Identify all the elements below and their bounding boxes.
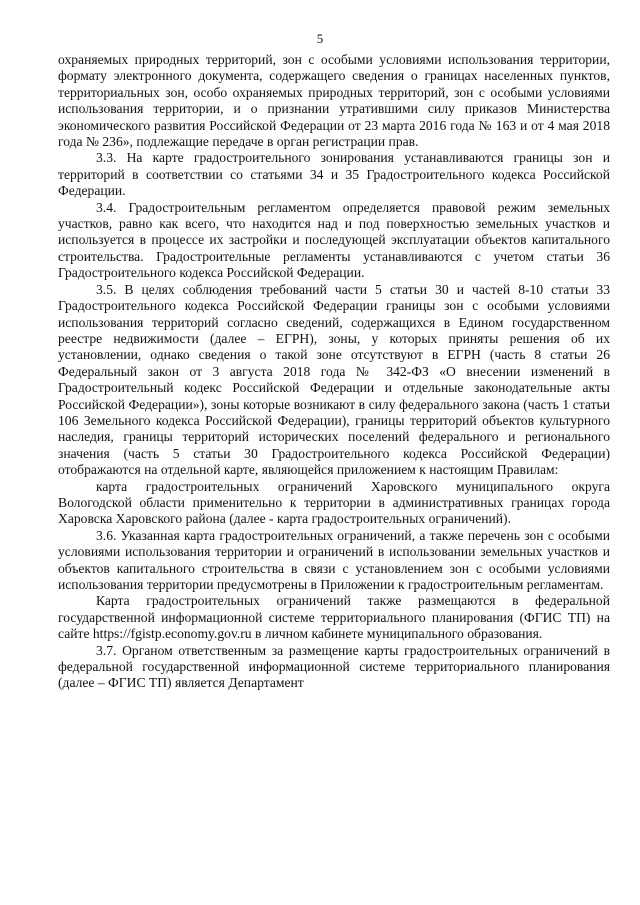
- paragraph-3-7: 3.7. Органом ответственным за размещение карты градостроительных ограничений в федеральной государственной информационной системе территориального планирования (далее – ФГИС ТП) является Департамент: [58, 642, 610, 691]
- paragraph-continuation: охраняемых природных территорий, зон с особыми условиями использования территории, формату электронного документа, содержащего сведения о границах населенных пунктов, территориальных зон, особо охраняемых природных территорий, зон с особыми условиями использования территории, и о признании утратившими силу приказов Министерства экономического развития Российской Федерации от 23 марта 2016 года № 163 и от 4 мая 2018 года № 236», подлежащие передаче в орган регистрации прав.: [58, 52, 610, 150]
- paragraph-3-3: 3.3. На карте градостроительного зонирования устанавливаются границы зон и территорий в соответствии со статьями 34 и 35 Градостроительного кодекса Российской Федерации.: [58, 150, 610, 199]
- paragraph-3-5: 3.5. В целях соблюдения требований части 5 статьи 30 и частей 8-10 статьи 33 Градостроительного кодекса Российской Федерации границы зон с особыми условиями использования территорий согласно сведений, содержащихся в Едином государственном реестре недвижимости (далее – ЕГРН), зоны, у которых приняты решения об их установлении, однако сведения о такой зоне отсутствуют в ЕГРН (часть 8 статьи 26 Федеральный закон от 3 августа 2018 года № 342-ФЗ «О внесении изменений в Градостроительный кодекс Российской Федерации и отдельные законодательные акты Российской Федерации»), зоны которые возникают в силу федерального закона (часть 1 статьи 106 Земельного кодекса Российской Федерации), границы территорий объектов культурного наследия, границы территорий исторических поселений федерального и регионального значения (часть 5 статьи 30 Градостроительного кодекса Российской Федерации) отображаются на отдельной карте, являющейся приложением к настоящим Правилам:: [58, 281, 610, 478]
- paragraph-3-6-map-placement: Карта градостроительных ограничений также размещаются в федеральной государственной информационной системе территориального планирования (ФГИС ТП) на сайте https://fgistp.economy.gov.ru в личном кабинете муниципального образования.: [58, 593, 610, 642]
- paragraph-3-4: 3.4. Градостроительным регламентом определяется правовой режим земельных участков, равно как всего, что находится над и под поверхностью земельных участков и используется в процессе их застройки и последующей эксплуатации объектов капитального строительства. Градостроительные регламенты устанавливаются с учетом статьи 36 Градостроительного кодекса Российской Федерации.: [58, 199, 610, 281]
- page-number: 5: [316, 31, 324, 46]
- paragraph-3-5-item: карта градостроительных ограничений Харовского муниципального округа Вологодской области применительно к территории в административных границах города Харовска Харовского района (далее - карта градостроительных ограничений).: [58, 478, 610, 527]
- paragraph-3-6: 3.6. Указанная карта градостроительных ограничений, а также перечень зон с особыми условиями использования территории и ограничений в использовании земельных участков и объектов капитального строительства в связи с установлением зон с особыми условиями использования территории предусмотрены в Приложении к градостроительным регламентам.: [58, 527, 610, 592]
- document-body: [58, 52, 610, 692]
